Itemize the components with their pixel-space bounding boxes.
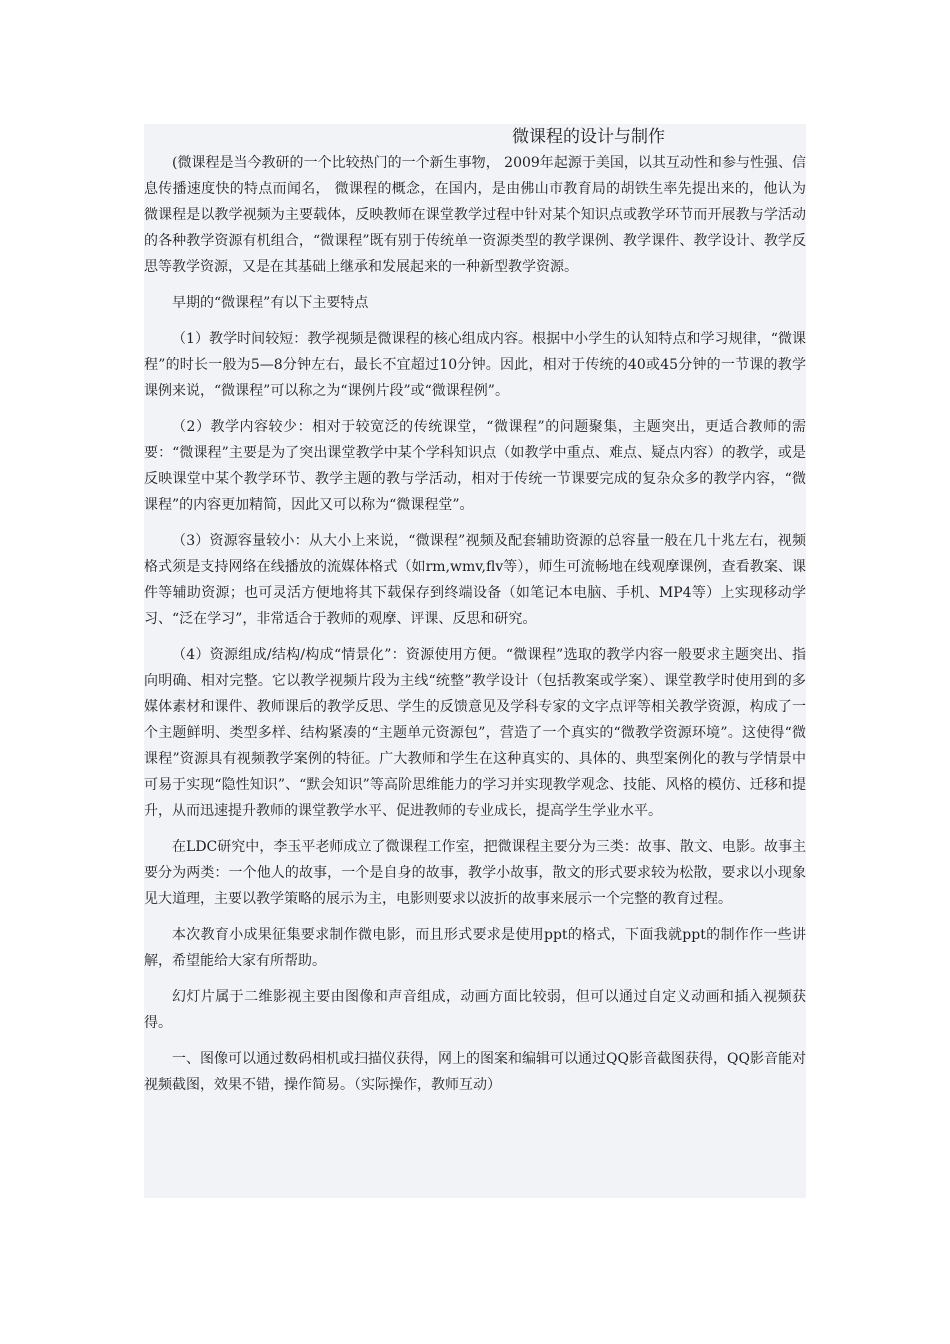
document-title: 微课程的设计与制作 [512,127,665,147]
paragraph-images: 一、图像可以通过数码相机或扫描仪获得，网上的图案和编辑可以通过QQ影音截图获得，QQ影音能对视频截图，效果不错，操作简易。（实际操作，教师互动） [144,1051,806,1093]
paragraph-intro: (微课程是当今教研的一个比较热门的一个新生事物， 2009年起源于美国，以其互动性和参与性强、信息传播速度快的特点而闻名， 微课程的概念，在国内，是由佛山市教育局的胡铁生率先提出来的，他认为微课程是以教学视频为主要载体，反映教师在课堂教学过程中针对某个知识点或教学环节而开展教与学活动的各种教学资源有机组合，“微课程”既有别于传统单一资源类型的教学课例、教学课件、教学设计、教学反思等教学资源，又是在其基础上继承和发展起来的一种新型教学资源。 [144,155,806,275]
paragraph-ppt-intro: 本次教育小成果征集要求制作微电影，而且形式要求是使用ppt的格式，下面我就ppt的制作作一些讲解，希望能给大家有所帮助。 [144,927,806,969]
paragraph-slides: 幻灯片属于二维影视主要由图像和声音组成，动画方面比较弱，但可以通过自定义动画和插入视频获得。 [144,989,806,1031]
document-content [144,124,806,1198]
paragraph-feature-1: （1）教学时间较短：教学视频是微课程的核心组成内容。根据中小学生的认知特点和学习规律，“微课程”的时长一般为5—8分钟左右，最长不宜超过10分钟。因此，相对于传统的40或45分钟的一节课的教学课例来说，“微课程”可以称之为“课例片段”或“微课程例”。 [144,331,806,399]
paragraph-feature-3: （3）资源容量较小：从大小上来说，“微课程”视频及配套辅助资源的总容量一般在几十兆左右，视频格式须是支持网络在线播放的流媒体格式（如rm,wmv,flv等），师生可流畅地在线观摩课例，查看教案、课件等辅助资源；也可灵活方便地将其下载保存到终端设备（如笔记本电脑、手机、MP4等）上实现移动学习、“泛在学习”，非常适合于教师的观摩、评课、反思和研究。 [144,533,806,627]
paragraph-feature-4: （4）资源组成/结构/构成“情景化”：资源使用方便。“微课程”选取的教学内容一般要求主题突出、指向明确、相对完整。它以教学视频片段为主线“统整”教学设计（包括教案或学案）、课堂教学时使用到的多媒体素材和课件、教师课后的教学反思、学生的反馈意见及学科专家的文字点评等相关教学资源，构成了一个主题鲜明、类型多样、结构紧凑的“主题单元资源包”，营造了一个真实的“微教学资源环境”。这使得“微课程”资源具有视频教学案例的特征。广大教师和学生在这种真实的、具体的、典型案例化的教与学情景中可易于实现“隐性知识”、“默会知识”等高阶思维能力的学习并实现教学观念、技能、风格的模仿、迁移和提升，从而迅速提升教师的课堂教学水平、促进教师的专业成长，提高学生学业水平。 [144,647,806,819]
paragraph-feature-2: （2）教学内容较少：相对于较宽泛的传统课堂，“微课程”的问题聚集，主题突出，更适合教师的需要：“微课程”主要是为了突出课堂教学中某个学科知识点（如教学中重点、难点、疑点内容）的教学，或是反映课堂中某个教学环节、教学主题的教与学活动，相对于传统一节课要完成的复杂众多的教学内容，“微课程”的内容更加精简，因此又可以称为“微课程堂”。 [144,419,806,513]
paragraph-ldc: 在LDC研究中，李玉平老师成立了微课程工作室，把微课程主要分为三类：故事、散文、电影。故事主要分为两类：一个他人的故事，一个是自身的故事，教学小故事，散文的形式要求较为松散，要求以小现象见大道理，主要以教学策略的展示为主，电影则要求以波折的故事来展示一个完整的教育过程。 [144,839,806,907]
paragraph-features-heading: 早期的“微课程”有以下主要特点 [172,295,369,311]
